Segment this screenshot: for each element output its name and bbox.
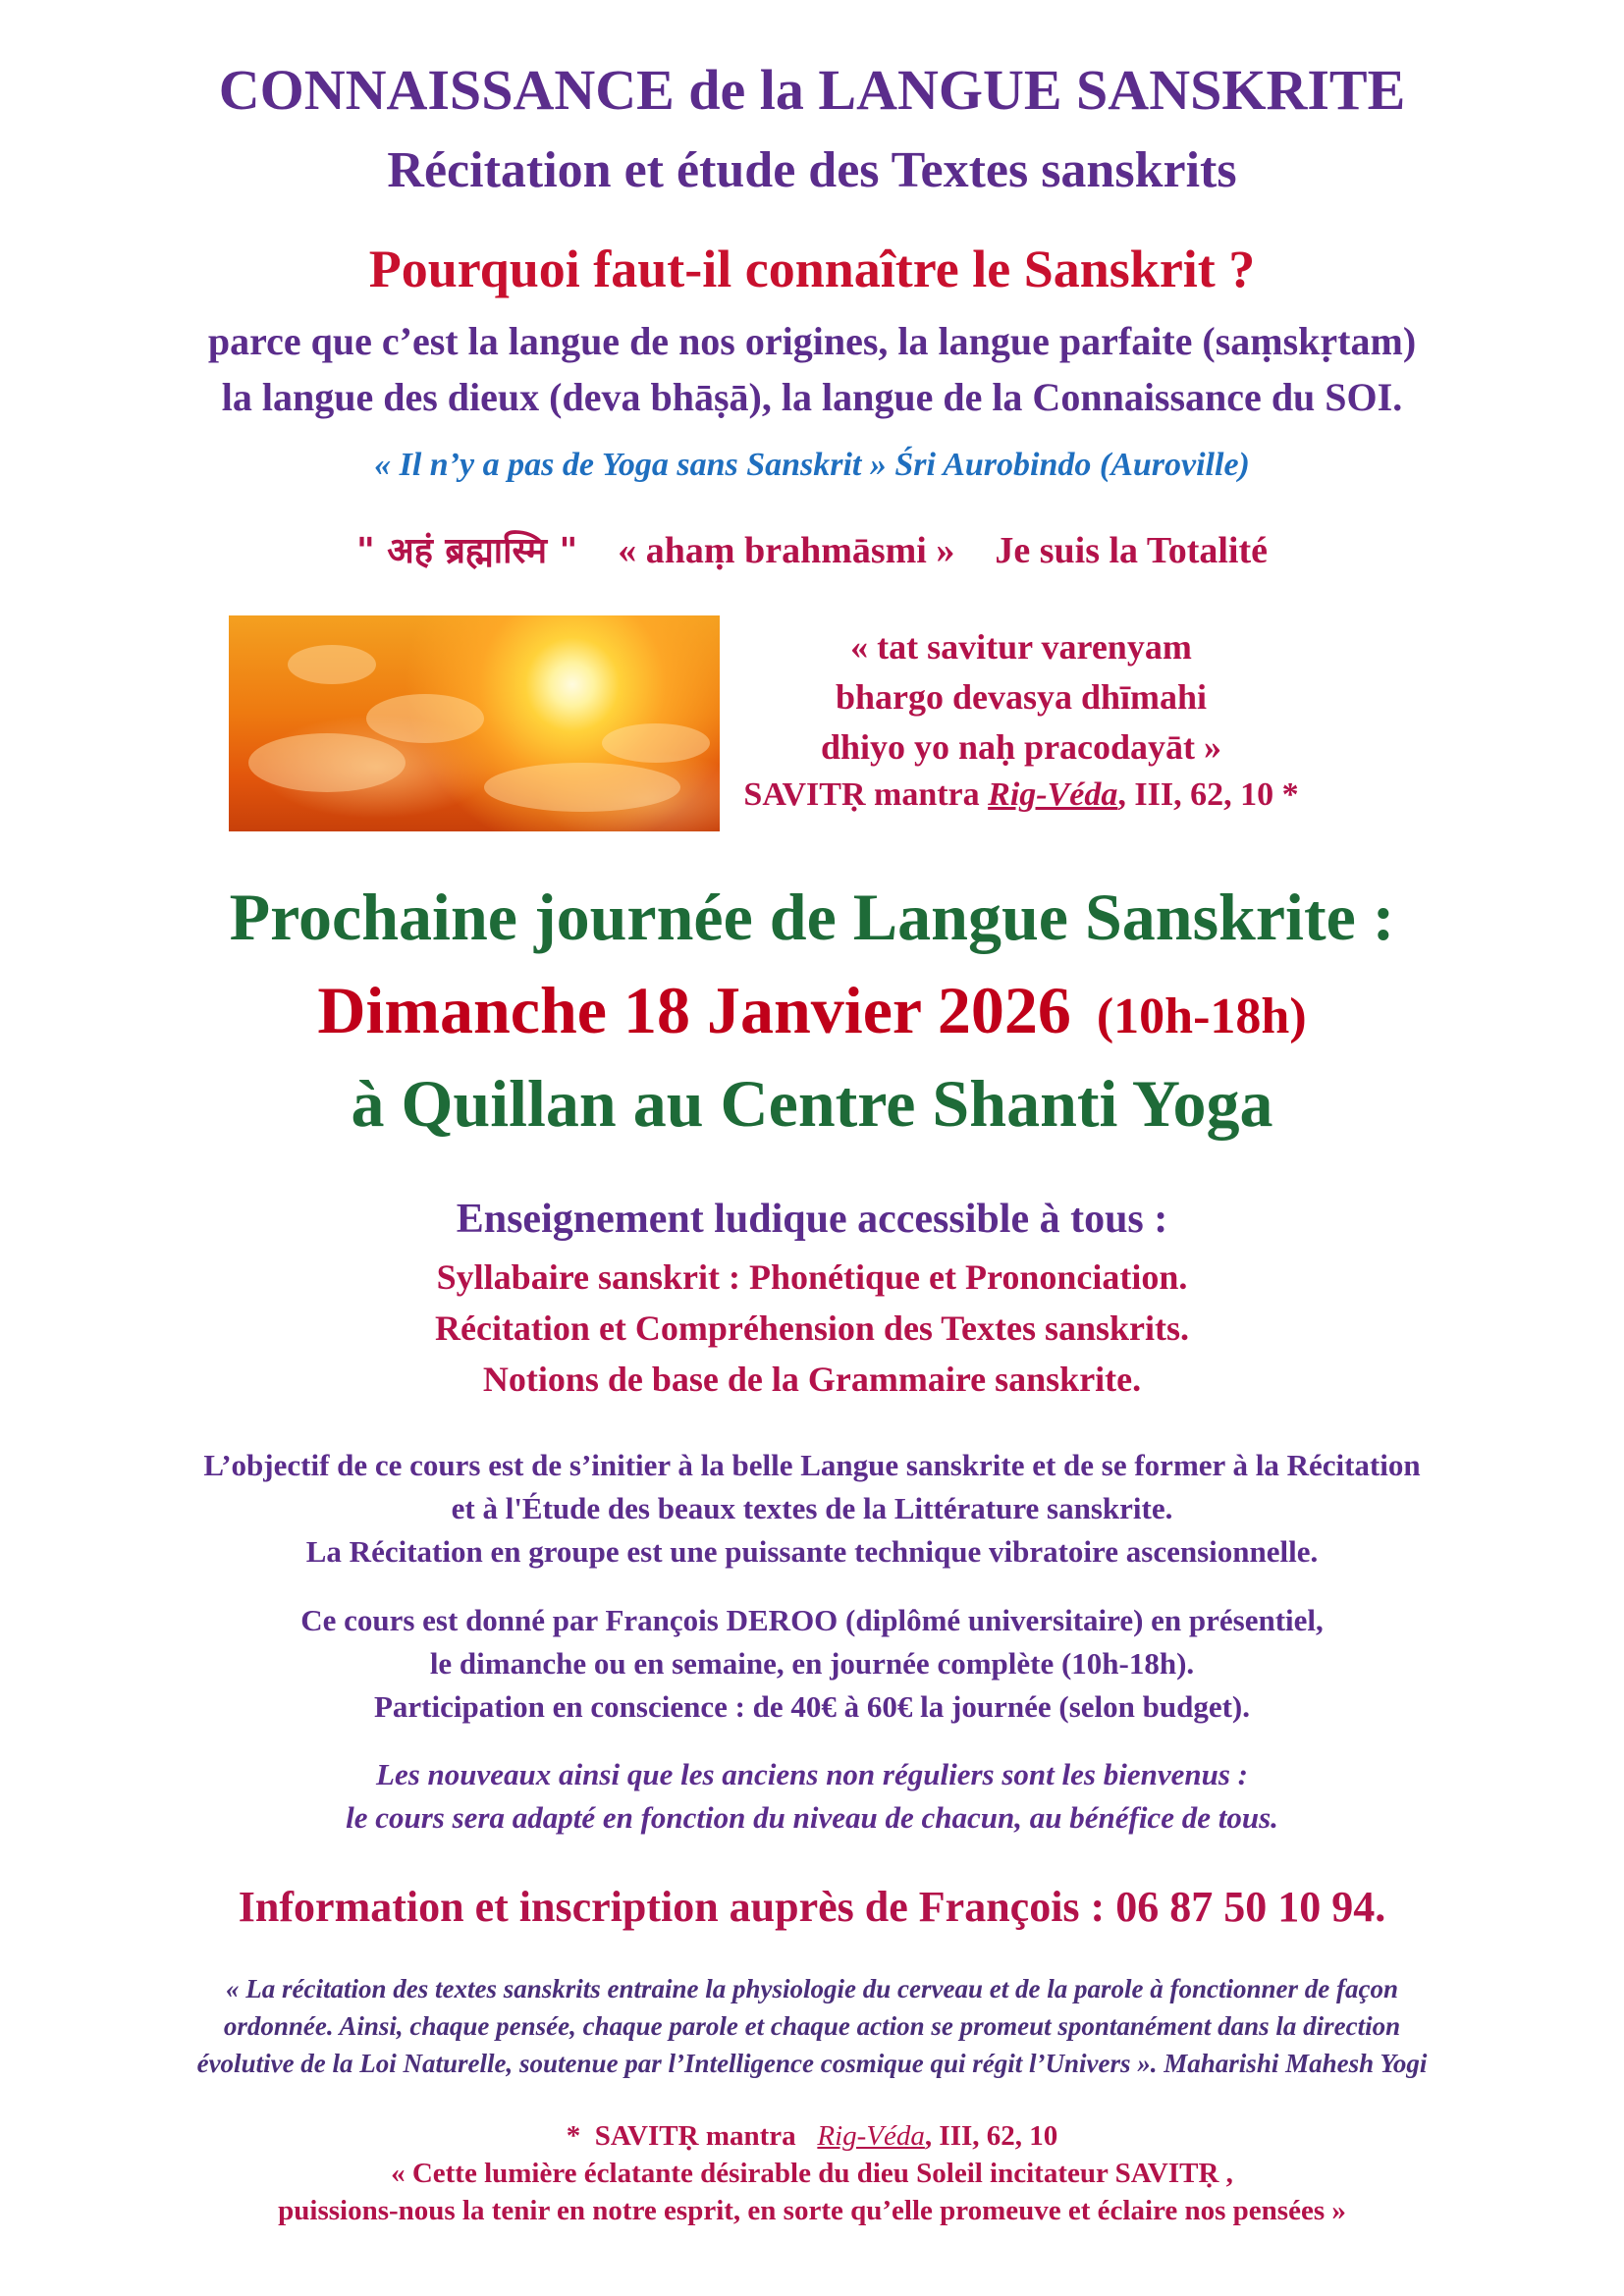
footnote-prefix: * SAVITṚ mantra <box>566 2120 818 2152</box>
aham-devanagari: " अहं ब्रह्मास्मि " <box>355 531 578 571</box>
yogi-quote-line: évolutive de la Loi Naturelle, soutenue par l’Intelligence cosmique qui régit l’Univers ». Maharishi Mahesh Yogi <box>196 2049 1428 2078</box>
mantra-ref-book: Rig-Véda <box>988 776 1118 813</box>
mantra-line-3: dhiyo yo naḥ pracodayāt » <box>820 727 1222 767</box>
aham-line <box>0 525 1624 573</box>
objective-line: et à l'Étude des beaux textes de la Littérature sanskrite. <box>451 1491 1173 1525</box>
aurobindo-quote: « Il n’y a pas de Yoga sans Sanskrit » Śri Aurobindo (Auroville) <box>374 447 1250 483</box>
mantra-reference <box>687 776 1355 814</box>
teaching-heading: Enseignement ludique accessible à tous : <box>456 1197 1168 1242</box>
why-question: Pourquoi faut-il connaître le Sanskrit ? <box>368 240 1256 298</box>
aham-translit: « ahaṃ brahmāsmi » <box>618 530 955 571</box>
event-date: Dimanche 18 Janvier 2026 <box>317 973 1071 1047</box>
event-hours: (10h-18h) <box>1096 988 1307 1044</box>
why-line-1: parce que c’est la langue de nos origines, la langue parfaite (saṃskṛtam) <box>207 319 1417 363</box>
mantra-ref-prefix: SAVITṚ mantra <box>743 776 989 813</box>
sun-clouds-photo <box>229 615 720 831</box>
yogi-quote-line: ordonnée. Ainsi, chaque pensée, chaque parole et chaque action se promeut spontanément dans la direction <box>223 2011 1401 2041</box>
yogi-quote-line: « La récitation des textes sanskrits entraine la physiologie du cerveau et de la parole à fonctionner de façon <box>226 1974 1398 2003</box>
welcome-line: Les nouveaux ainsi que les anciens non réguliers sont les bienvenus : <box>376 1757 1248 1791</box>
event-headline: Prochaine journée de Langue Sanskrite : <box>229 880 1395 954</box>
objective-line: La Récitation en groupe est une puissante technique vibratoire ascensionnelle. <box>305 1534 1319 1569</box>
welcome-line: le cours sera adapté en fonction du niveau de chacun, au bénéfice de tous. <box>346 1800 1278 1835</box>
course-line: Ce cours est donné par François DEROO (diplômé universitaire) en présentiel, <box>300 1603 1324 1637</box>
course-line: le dimanche ou en semaine, en journée complète (10h-18h). <box>429 1646 1195 1681</box>
mantra-line-1: « tat savitur varenyam <box>850 627 1192 667</box>
footnote-reference <box>0 2120 1624 2153</box>
teaching-item: Récitation et Compréhension des Textes sanskrits. <box>434 1308 1189 1348</box>
mantra-ref-suffix: , III, 62, 10 * <box>1117 776 1299 813</box>
contact-info: Information et inscription auprès de François : 06 87 50 10 94. <box>238 1883 1386 1931</box>
event-date-line <box>0 972 1624 1049</box>
why-line-2: la langue des dieux (deva bhāṣā), la langue de la Connaissance du SOI. <box>221 375 1403 419</box>
event-place: à Quillan au Centre Shanti Yoga <box>351 1066 1273 1141</box>
footnote-book: Rig-Véda <box>817 2120 925 2152</box>
footnote-suffix: , III, 62, 10 <box>924 2120 1058 2152</box>
teaching-item: Syllabaire sanskrit : Phonétique et Prononciation. <box>436 1257 1188 1297</box>
aham-meaning: Je suis la Totalité <box>995 530 1269 571</box>
course-line: Participation en conscience : de 40€ à 60€ la journée (selon budget). <box>373 1689 1251 1724</box>
page-title: CONNAISSANCE de la LANGUE SANSKRITE <box>218 58 1406 122</box>
page-subtitle: Récitation et étude des Textes sanskrits <box>387 142 1237 198</box>
footnote-line-3: puissions-nous la tenir en notre esprit, en sorte qu’elle promeuve et éclaire nos pensées » <box>278 2195 1346 2226</box>
footnote-line-2: « Cette lumière éclatante désirable du dieu Soleil incitateur SAVITṚ , <box>391 2158 1233 2189</box>
teaching-item: Notions de base de la Grammaire sanskrite. <box>482 1360 1142 1399</box>
objective-line: L’objectif de ce cours est de s’initier à la belle Langue sanskrite et de se former à la Récitation <box>203 1448 1421 1482</box>
mantra-line-2: bhargo devasya dhīmahi <box>835 677 1208 717</box>
